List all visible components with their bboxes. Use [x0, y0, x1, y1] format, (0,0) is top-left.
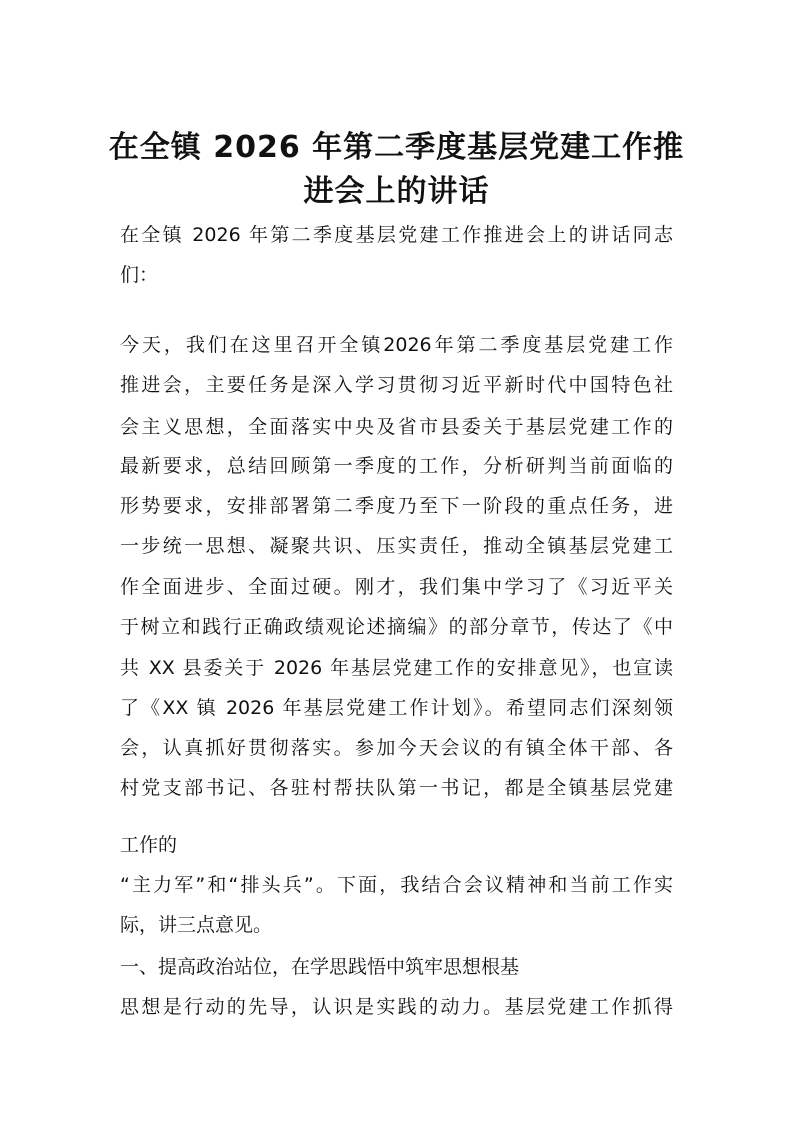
- body-line: 思想是行动的先导，认识是实践的动力。基层党建工作抓得: [120, 996, 673, 1018]
- body-line: 会主义思想，全面落实中央及省市县委关于基层党建工作的: [120, 416, 673, 438]
- body-line: 会，认真抓好贯彻落实。参加今天会议的有镇全体干部、各: [120, 737, 673, 759]
- body-line: 今天，我们在这里召开全镇2026年第二季度基层党建工作: [120, 334, 673, 356]
- body-line: 了《XX 镇 2026 年基层党建工作计划》。希望同志们深刻领: [120, 697, 673, 719]
- body-line: 推进会，主要任务是深入学习贯彻习近平新时代中国特色社: [120, 374, 673, 396]
- body-line: 际，讲三点意见。: [120, 914, 273, 936]
- body-line: “主力军”和“排头兵”。下面，我结合会议精神和当前工作实: [120, 874, 673, 896]
- body-line: 形势要求，安排部署第二季度乃至下一阶段的重点任务，进: [120, 495, 673, 517]
- body-line: 在全镇 2026 年第二季度基层党建工作推进会上的讲话同志: [120, 224, 673, 246]
- body-line: 作全面进步、全面过硬。刚才，我们集中学习了《习近平关: [120, 576, 673, 598]
- body-line: 村党支部书记、各驻村帮扶队第一书记，都是全镇基层党建: [120, 777, 673, 799]
- body-line: 最新要求，总结回顾第一季度的工作，分析研判当前面临的: [120, 455, 673, 477]
- section-heading: 一、提高政治站位，在学思践悟中筑牢思想根基: [120, 956, 520, 978]
- body-line: 们：: [120, 264, 159, 286]
- title-line-2: 进会上的讲话: [303, 174, 490, 209]
- title-line-1: 在全镇 2026 年第二季度基层党建工作推: [108, 130, 685, 165]
- body-line: 于树立和践行正确政绩观论述摘编》的部分章节，传达了《中: [120, 616, 673, 638]
- body-line: 一步统一思想、凝聚共识、压实责任，推动全镇基层党建工: [120, 535, 673, 557]
- body-line: 工作的: [120, 834, 178, 856]
- body-line: 共 XX 县委关于 2026 年基层党建工作的安排意见》，也宣读: [120, 657, 673, 679]
